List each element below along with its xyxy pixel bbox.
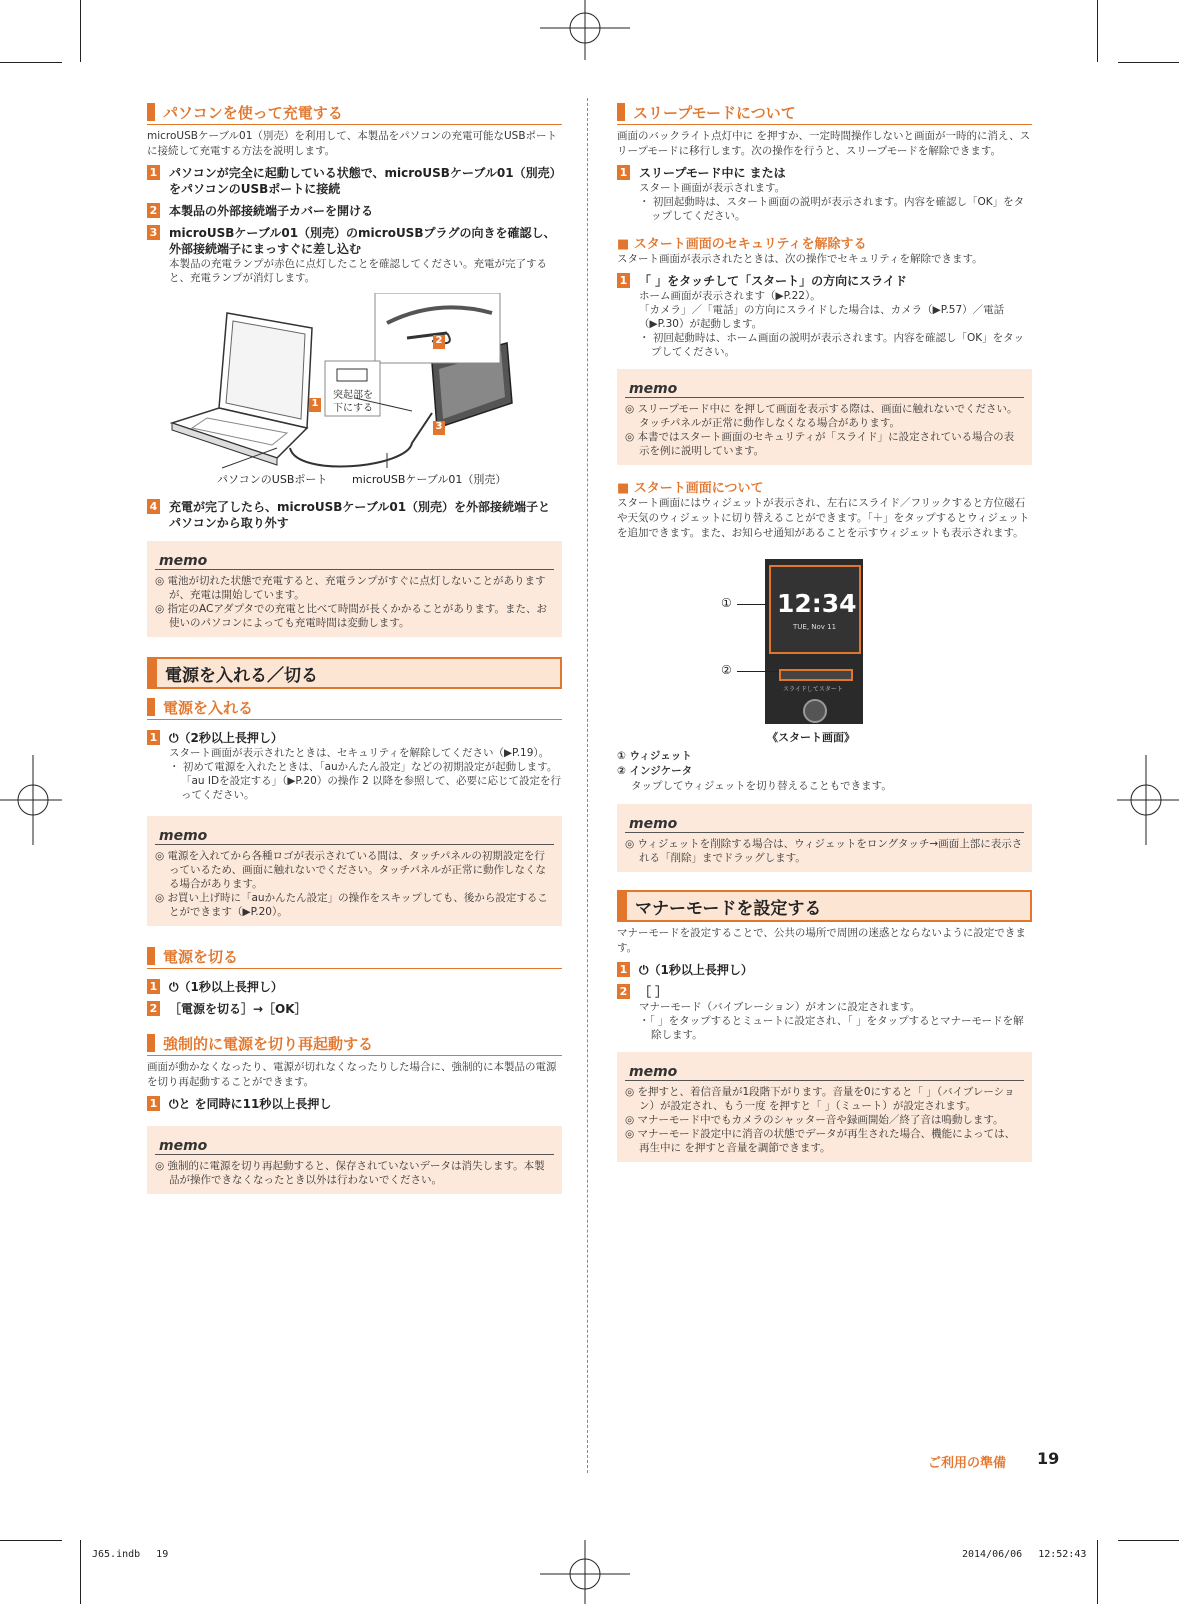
- step-3-note: 本製品の充電ランプが赤色に点灯したことを確認してください。充電が完了すると、充電ランプが消灯します。: [169, 258, 547, 284]
- memo-item: ◎ 電池が切れた状態で充電すると、充電ランプがすぐに点灯しないことがありますが、充電は開始しています。: [155, 575, 546, 601]
- legend-note: タップしてウィジェットを切り替えることもできます。: [631, 780, 892, 792]
- crop-mark: [1097, 0, 1098, 62]
- label-cable: microUSBケーブル01（別売）: [352, 473, 507, 486]
- crop-mark: [80, 1540, 81, 1604]
- chapter-heading: マナーモードを設定する: [617, 890, 1032, 922]
- power-on-step: 1 ⏻（2秒以上長押し）: [147, 730, 562, 746]
- intro-text: microUSBケーブル01（別売）を利用して、本製品をパソコンの充電可能なUSBポートに接続して充電する方法を説明します。: [147, 130, 558, 157]
- manner-step-2: 2 ［ ］: [617, 984, 1032, 1000]
- memo-box: memo ◎ 電源を入れてから各種ロゴが表示されている間は、タッチパネルの初期設定を行っているため、画面に触れないでください。タッチパネルが正常に動作しなくなる場合があります。 ◎ お買い上げ時に「auかんたん設定」の操作をスキップしても、後から設定することができます（▶P.20）。: [147, 816, 562, 926]
- step-1: 1 パソコンが完全に起動している状態で、microUSBケーブル01（別売）をパソコンのUSBポートに接続: [147, 165, 562, 197]
- memo-item: ◎ 強制的に電源を切り再起動すると、保存されていないデータは消失します。本製品が操作できなくなったとき以外は行わないでください。: [155, 1160, 545, 1186]
- crop-mark: [1118, 62, 1179, 63]
- security-step: 1 「 」をタッチして「スタート」の方向にスライド: [617, 273, 1032, 289]
- power-key-icon: ⏻: [169, 731, 179, 745]
- legend-item: ① ウィジェット: [617, 750, 692, 762]
- clock-widget: [769, 565, 861, 654]
- power-key-icon: ⏻: [169, 1097, 179, 1111]
- label-pc-port: パソコンのUSBポート: [217, 473, 328, 486]
- step-3: 3 microUSBケーブル01（別売）のmicroUSBプラグの向きを確認し、外部接続端子にまっすぐに差し込む: [147, 225, 562, 257]
- section-heading: 強制的に電源を切り再起動する: [147, 1031, 562, 1056]
- restart-intro: 画面が動かなくなったり、電源が切れなくなったりした場合に、強制的に本製品の電源を切り再起動することができます。: [147, 1061, 557, 1088]
- plug-callout-text: 突起部を下にする: [333, 390, 373, 414]
- figure-marker-1: 1: [309, 398, 321, 412]
- slug-file: J65.indb 19: [92, 1549, 169, 1560]
- security-intro: スタート画面が表示されたときは、次の操作でセキュリティを解除できます。: [617, 253, 983, 265]
- registration-mark-top: [540, 0, 630, 60]
- sleep-intro: 画面のバックライト点灯中に を押すか、一定時間操作しないと画面が一時的に消え、スリープモードに移行します。次の操作を行うと、スリープモードを解除できます。: [617, 130, 1031, 157]
- phone-screen: [765, 559, 863, 724]
- memo-item: ◎ 本書ではスタート画面のセキュリティが「スライド」に設定されている場合の表示を例に説明しています。: [625, 431, 1015, 457]
- clock-date: TUE, Nov 11: [793, 623, 837, 631]
- memo-item: ◎ ウィジェットを削除する場合は、ウィジェットをロングタッチ→画面上部に表示される「削除」までドラッグします。: [625, 838, 1023, 864]
- slide-handle-icon[interactable]: [803, 699, 827, 723]
- memo-item: ◎ マナーモード中でもカメラのシャッター音や録画開始／終了音は鳴動します。: [625, 1114, 1004, 1126]
- legend-item: ② インジケータ: [617, 765, 693, 777]
- sleep-step-bullet: ・ 初回起動時は、スタート画面の説明が表示されます。内容を確認し「OK」をタップしてください。: [639, 196, 1025, 222]
- registration-mark-bottom: [540, 1540, 630, 1604]
- crop-mark: [1118, 1540, 1179, 1541]
- start-screen-figure: [617, 549, 1032, 749]
- crop-mark: [0, 62, 62, 63]
- subsection-heading: ■ スタート画面のセキュリティを解除する: [617, 237, 867, 252]
- manner-note: マナーモード（バイブレーション）がオンに設定されます。: [639, 1001, 921, 1013]
- crop-mark: [1097, 1540, 1098, 1604]
- memo-item: ◎ を押すと、着信音量が1段階下がります。音量を0にすると「 」（バイブレーション）が設定され、もう一度 を押すと「 」（ミュート）が設定されます。: [625, 1086, 1015, 1112]
- manner-bullet: ・「 」をタップするとミュートに設定され、「 」をタップするとマナーモードを解除します。: [639, 1015, 1024, 1041]
- figure-marker-2: 2: [433, 335, 445, 349]
- memo-item: ◎ 電源を入れてから各種ロゴが表示されている間は、タッチパネルの初期設定を行っているため、画面に触れないでください。タッチパネルが正常に動作しなくなる場合があります。: [155, 850, 546, 890]
- memo-box: [147, 541, 562, 637]
- memo-label: memo: [159, 553, 208, 569]
- step-4: 4 充電が完了したら、microUSBケーブル01（別売）を外部接続端子とパソコンから取り外す: [147, 499, 562, 531]
- left-column: [147, 100, 562, 1194]
- callout-2: ②: [721, 663, 732, 677]
- callout-2-line: [737, 671, 779, 672]
- callout-1: ①: [721, 596, 732, 610]
- power-off-step-2: 2 ［電源を切る］→［OK］: [147, 1001, 562, 1017]
- security-note: 「カメラ」／「電話」の方向にスライドした場合は、カメラ（▶P.57）／電話（▶P.30）が起動します。: [639, 304, 1005, 330]
- security-bullet: ・ 初回起動時は、ホーム画面の説明が表示されます。内容を確認し「OK」をタップしてください。: [639, 332, 1025, 358]
- step-2: 2 本製品の外部接続端子カバーを開ける: [147, 203, 562, 219]
- crop-mark: [0, 1540, 62, 1541]
- memo-box: memo ◎ スリープモード中に を押して画面を表示する際は、画面に触れないでください。タッチパネルが正常に動作しなくなる場合があります。 ◎ 本書ではスタート画面のセキュリティが「スライド」に設定されている場合の表示を例に説明しています。: [617, 369, 1032, 465]
- chapter-name: ご利用の準備: [928, 1456, 1007, 1471]
- callout-1-line: [737, 604, 767, 605]
- power-on-note: スタート画面が表示されたときは、セキュリティを解除してください（▶P.19）。: [169, 747, 550, 759]
- security-note: ホーム画面が表示されます（▶P.22）。: [639, 290, 821, 302]
- section-heading: 電源を切る: [147, 944, 562, 969]
- slug-date: 2014/06/06 12:52:43: [962, 1549, 1087, 1560]
- power-on-bullet: ・ 初めて電源を入れたときは、「auかんたん設定」などの初期設定が起動します。「au IDを設定する」（▶P.20）の操作 2 以降を参照して、必要に応じて設定を行ってください。: [169, 761, 561, 801]
- power-key-icon: ⏻: [639, 963, 649, 977]
- registration-mark-left: [0, 755, 62, 845]
- restart-step: 1 ⏻と を同時に11秒以上長押し: [147, 1096, 562, 1112]
- column-divider: [587, 98, 588, 1473]
- memo-item: ◎ お買い上げ時に「auかんたん設定」の操作をスキップしても、後から設定することができます（▶P.20）。: [155, 892, 548, 918]
- section-heading: スリープモードについて: [617, 100, 1032, 125]
- section-heading: 電源を入れる: [147, 695, 562, 720]
- power-off-step-1: 1 ⏻（1秒以上長押し）: [147, 979, 562, 995]
- chapter-heading: 電源を入れる／切る: [147, 657, 562, 689]
- figure-caption: 《スタート画面》: [767, 731, 855, 744]
- crop-mark: [80, 0, 81, 62]
- memo-item: ◎ マナーモード設定中に消音の状態でデータが再生された場合、機能によっては、再生中に を押すと音量を調節できます。: [625, 1128, 1016, 1154]
- manner-step-1: 1 ⏻（1秒以上長押し）: [617, 962, 1032, 978]
- power-key-icon: ⏻: [169, 980, 179, 994]
- memo-box: memo ◎ 強制的に電源を切り再起動すると、保存されていないデータは消失します。本製品が操作できなくなったとき以外は行わないでください。: [147, 1126, 562, 1194]
- section-heading: パソコンを使って充電する: [147, 100, 562, 125]
- figure-marker-3: 3: [433, 421, 445, 435]
- subsection-heading: ■ スタート画面について: [617, 481, 764, 496]
- memo-item: ◎ スリープモード中に を押して画面を表示する際は、画面に触れないでください。タッチパネルが正常に動作しなくなる場合があります。: [625, 403, 1018, 429]
- charging-figure: [147, 293, 562, 493]
- slide-hint-text: スライドしてスタート: [783, 686, 843, 693]
- page-number: 19: [1037, 1449, 1060, 1468]
- sleep-step: 1 スリープモード中に または: [617, 165, 1032, 181]
- indicator-bar: [779, 669, 853, 681]
- memo-item: ◎ 指定のACアダプタでの充電と比べて時間が長くかかることがあります。また、お使いのパソコンによっても充電時間は変動します。: [155, 603, 548, 629]
- memo-box: memo ◎ ウィジェットを削除する場合は、ウィジェットをロングタッチ→画面上部に表示される「削除」までドラッグします。: [617, 804, 1032, 872]
- manner-intro: マナーモードを設定することで、公共の場所で周囲の迷惑とならないように設定できます。: [617, 927, 1026, 954]
- memo-box: memo ◎ を押すと、着信音量が1段階下がります。音量を0にすると「 」（バイブレーション）が設定され、もう一度 を押すと「 」（ミュート）が設定されます。 ◎ マナーモード中でもカメラのシャッター音や録画開始／終了音は鳴動します。 ◎ マナーモード設定中に消音の状態でデータが再生された場合、機能によっては、再生中に を押すと音量を調節できます。: [617, 1052, 1032, 1162]
- registration-mark-right: [1117, 755, 1179, 845]
- start-screen-intro: スタート画面にはウィジェットが表示され、左右にスライド／フリックすると方位磁石や天気のウィジェットに切り替えることができます。「＋」をタップするとウィジェットを追加できます。また、お知らせ通知があることを示すウィジェットも表示されます。: [617, 497, 1030, 539]
- clock-time: 12:34: [777, 589, 857, 618]
- right-column: [617, 100, 1032, 1162]
- sleep-step-note: スタート画面が表示されます。: [639, 182, 786, 194]
